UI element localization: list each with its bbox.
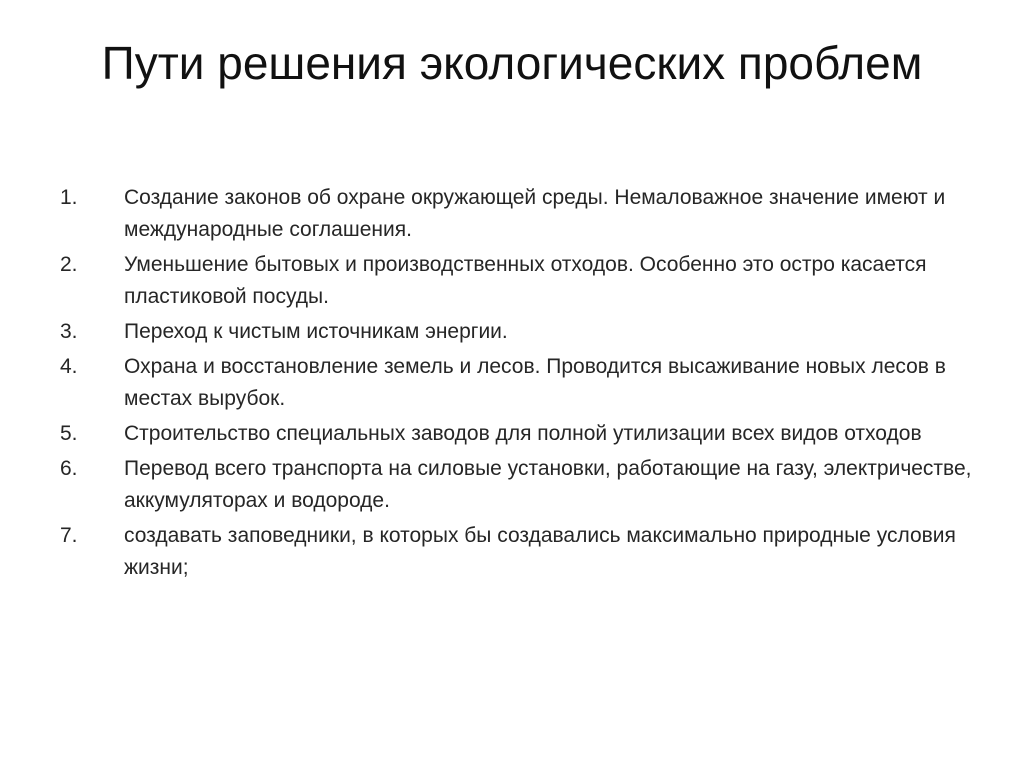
list-item — [60, 453, 990, 517]
list-item — [60, 182, 990, 246]
list-item-text: Строительство специальных заводов для полной утилизации всех видов отходов — [124, 422, 922, 445]
list-item — [60, 418, 990, 450]
list-item-number: 1. — [60, 186, 78, 209]
list-item-text: Создание законов об охране окружающей среды. Немаловажное значение имеют и международные соглашения. — [124, 186, 946, 241]
list-item-number: 2. — [60, 253, 78, 276]
list-item — [60, 249, 990, 313]
list-item-text: Перевод всего транспорта на силовые установки, работающие на газу, электричестве, аккумуляторах и водороде. — [124, 457, 972, 512]
list-item — [60, 351, 990, 415]
list-item-text: Охрана и восстановление земель и лесов. Проводится высаживание новых лесов в местах вырубок. — [124, 355, 946, 410]
list-item-number: 7. — [60, 524, 78, 547]
list-item — [60, 520, 990, 584]
list-item-number: 3. — [60, 320, 78, 343]
list-item-number: 4. — [60, 355, 78, 378]
list-item-text: создавать заповедники, в которых бы создавались максимально природные условия жизни; — [124, 524, 956, 579]
list-item — [60, 316, 990, 348]
slide-title: Пути решения экологических проблем — [101, 37, 923, 89]
numbered-list — [60, 182, 990, 587]
list-item-number: 5. — [60, 422, 78, 445]
list-item-text: Переход к чистым источникам энергии. — [124, 320, 508, 343]
list-item-number: 6. — [60, 457, 78, 480]
list-item-text: Уменьшение бытовых и производственных отходов. Особенно это остро касается пластиковой посуды. — [124, 253, 927, 308]
